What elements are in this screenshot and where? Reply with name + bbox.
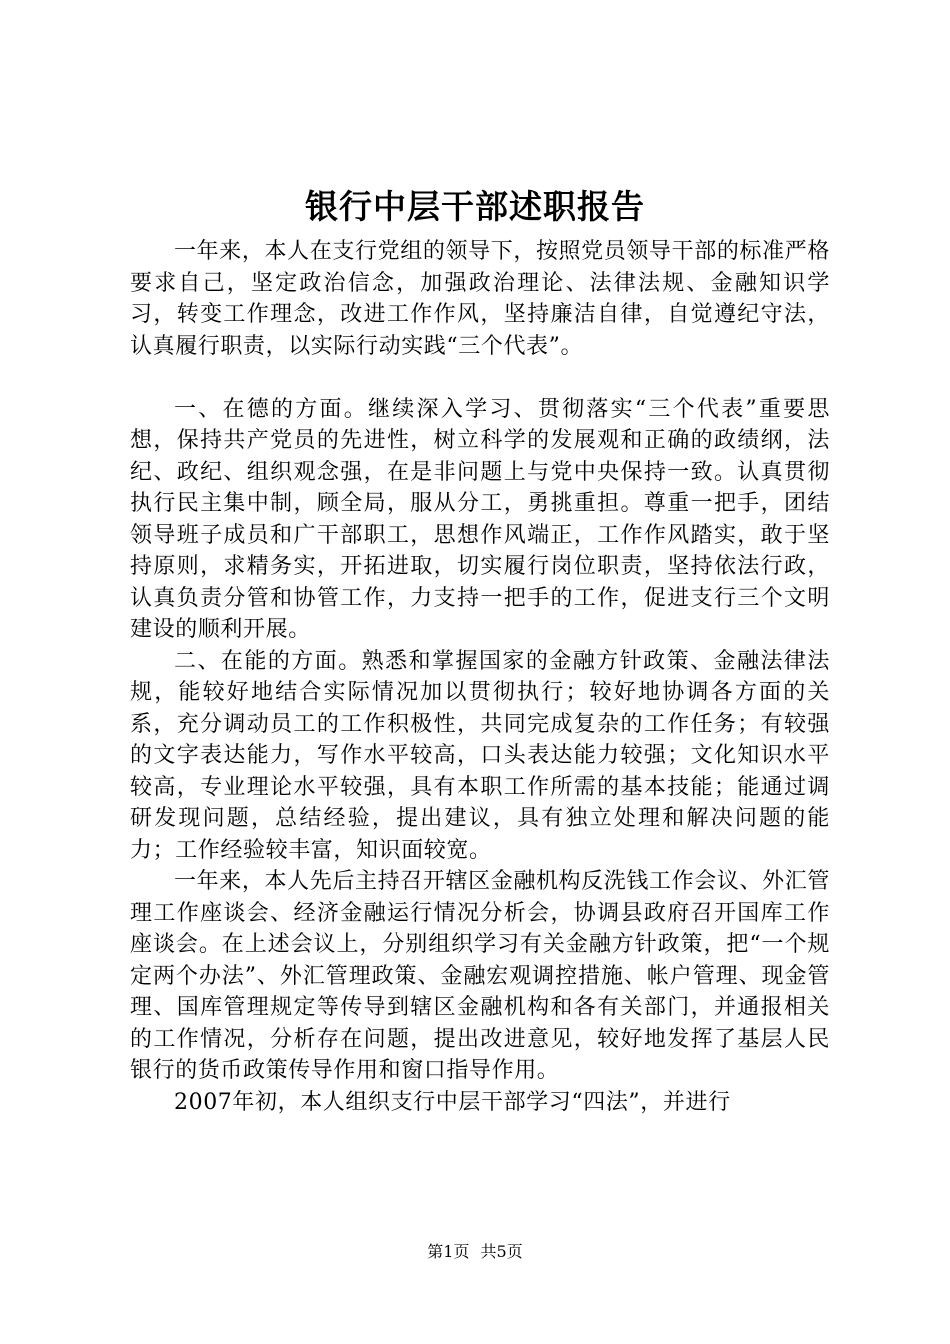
paragraph-meetings: 一年来，本人先后主持召开辖区金融机构反洗钱工作会议、外汇管理工作座谈会、经济金融运行情况分析会，协调县政府召开国库工作座谈会。在上述会议上，分别组织学习有关金融方针政策，把“一个规定两个办法”、外汇管理政策、金融宏观调控措施、帐户管理、现金管理、国库管理规定等传导到辖区金融机构和各有关部门，并通报相关的工作情况，分析存在问题，提出改进意见，较好地发挥了基层人民银行的货币政策传导作用和窗口指导作用。 [130, 869, 830, 1083]
page-footer [0, 1240, 950, 1264]
paragraph-morality: 一、在德的方面。继续深入学习、贯彻落实“三个代表”重要思想，保持共产党员的先进性，树立科学的发展观和正确的政绩纲，法纪、政纪、组织观念强，在是非问题上与党中央保持一致。认真贯彻执行民主集中制，顾全局，服从分工，勇挑重担。尊重一把手，团结领导班子成员和广干部职工，思想作风端正，工作作风踏实，敢于坚持原则，求精务实，开拓进取，切实履行岗位职责，坚持依法行政，认真负责分管和协管工作，力支持一把手的工作，促进支行三个文明建设的顺利开展。 [130, 396, 830, 642]
paragraph-2007: 2007年初，本人组织支行中层干部学习“四法”，并进行 [174, 1089, 731, 1115]
document-body [130, 236, 830, 1118]
page-number: 第1页 [427, 1242, 470, 1261]
paragraph-intro: 一年来，本人在支行党组的领导下，按照党员领导干部的标准严格要求自己，坚定政治信念，加强政治理论、法律法规、金融知识学习，转变工作理念，改进工作作风，坚持廉洁自律，自觉遵纪守法，认真履行职责，以实际行动实践“三个代表”。 [130, 239, 830, 359]
page-total: 共5页 [480, 1242, 523, 1261]
document-title: 银行中层干部述职报告 [305, 187, 645, 226]
paragraph-ability: 二、在能的方面。熟悉和掌握国家的金融方针政策、金融法律法规，能较好地结合实际情况加以贯彻执行；较好地协调各方面的关系，充分调动员工的工作积极性，共同完成复杂的工作任务；有较强的文字表达能力，写作水平较高，口头表达能力较强；文化知识水平较高，专业理论水平较强，具有本职工作所需的基本技能；能通过调研发现问题，总结经验，提出建议，具有独立处理和解决问题的能力；工作经验较丰富，知识面较宽。 [130, 648, 830, 863]
